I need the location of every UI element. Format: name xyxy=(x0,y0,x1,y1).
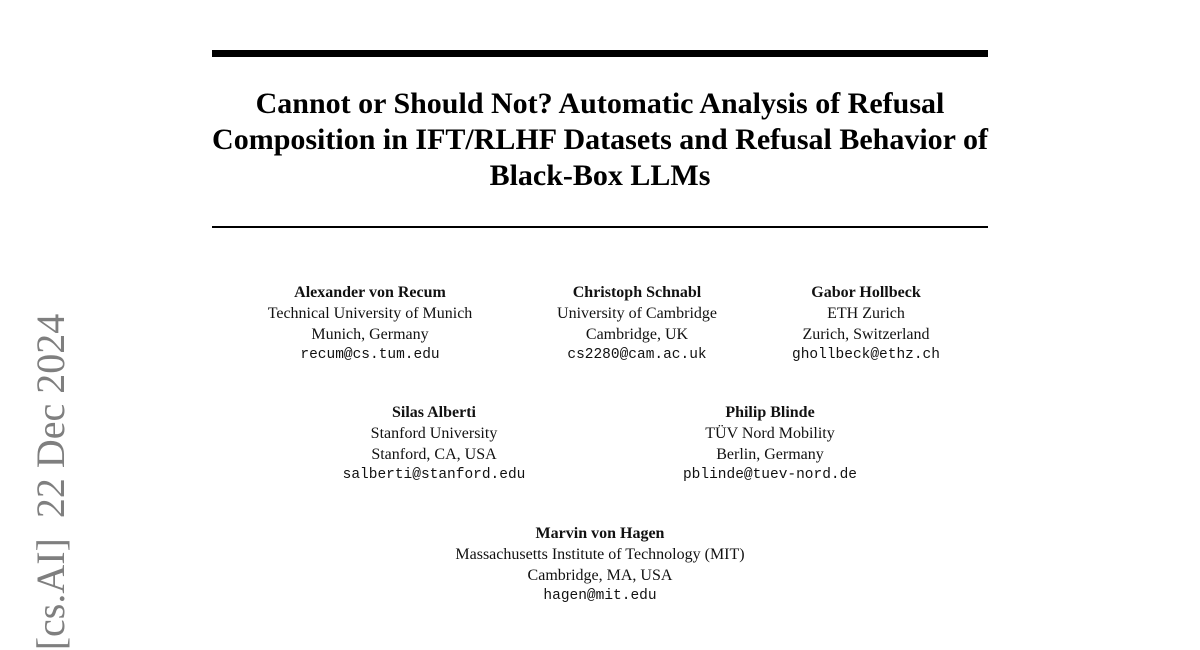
author-block xyxy=(455,523,744,607)
author-affiliation: Stanford University xyxy=(370,425,498,442)
author-location: Zurich, Switzerland xyxy=(802,326,930,343)
author-email: recum@cs.tum.edu xyxy=(300,347,440,363)
author-location: Cambridge, MA, USA xyxy=(527,567,673,584)
author-email: hagen@mit.edu xyxy=(543,588,657,604)
author-location: Cambridge, UK xyxy=(585,326,689,343)
author-email: salberti@stanford.edu xyxy=(342,467,526,483)
author-name: Gabor Hollbeck xyxy=(811,284,921,301)
author-email: ghollbeck@ethz.ch xyxy=(792,347,940,363)
author-block xyxy=(343,402,526,486)
author-affiliation: Massachusetts Institute of Technology (MIT) xyxy=(455,546,745,563)
author-name: Christoph Schnabl xyxy=(572,284,702,301)
author-name: Alexander von Recum xyxy=(294,284,446,301)
author-location: Stanford, CA, USA xyxy=(371,446,497,463)
author-name: Philip Blinde xyxy=(725,404,815,421)
author-affiliation: Technical University of Munich xyxy=(267,305,473,322)
author-affiliation: TÜV Nord Mobility xyxy=(705,425,835,442)
author-block xyxy=(268,282,473,366)
author-affiliation: ETH Zurich xyxy=(827,305,905,322)
author-block xyxy=(792,282,940,366)
paper-title: Cannot or Should Not? Automatic Analysis of Refusal Composition in IFT/RLHF Datasets and Refusal Behavior of Black-Box LLMs xyxy=(212,87,988,192)
author-email: pblinde@tuev-nord.de xyxy=(682,467,858,483)
arxiv-side-stamp xyxy=(28,313,73,650)
author-name: Silas Alberti xyxy=(391,404,477,421)
author-location: Munich, Germany xyxy=(311,326,429,343)
author-block xyxy=(683,402,857,486)
title-bottom-rule xyxy=(212,226,988,228)
arxiv-date: 22 Dec 2024 xyxy=(28,313,73,519)
arxiv-category: [cs.AI] xyxy=(28,538,73,650)
author-affiliation: University of Cambridge xyxy=(557,305,717,322)
author-name: Marvin von Hagen xyxy=(535,525,665,542)
author-email: cs2280@cam.ac.uk xyxy=(567,347,707,363)
title-top-rule xyxy=(212,50,988,57)
author-location: Berlin, Germany xyxy=(716,446,824,463)
author-block xyxy=(557,282,717,366)
